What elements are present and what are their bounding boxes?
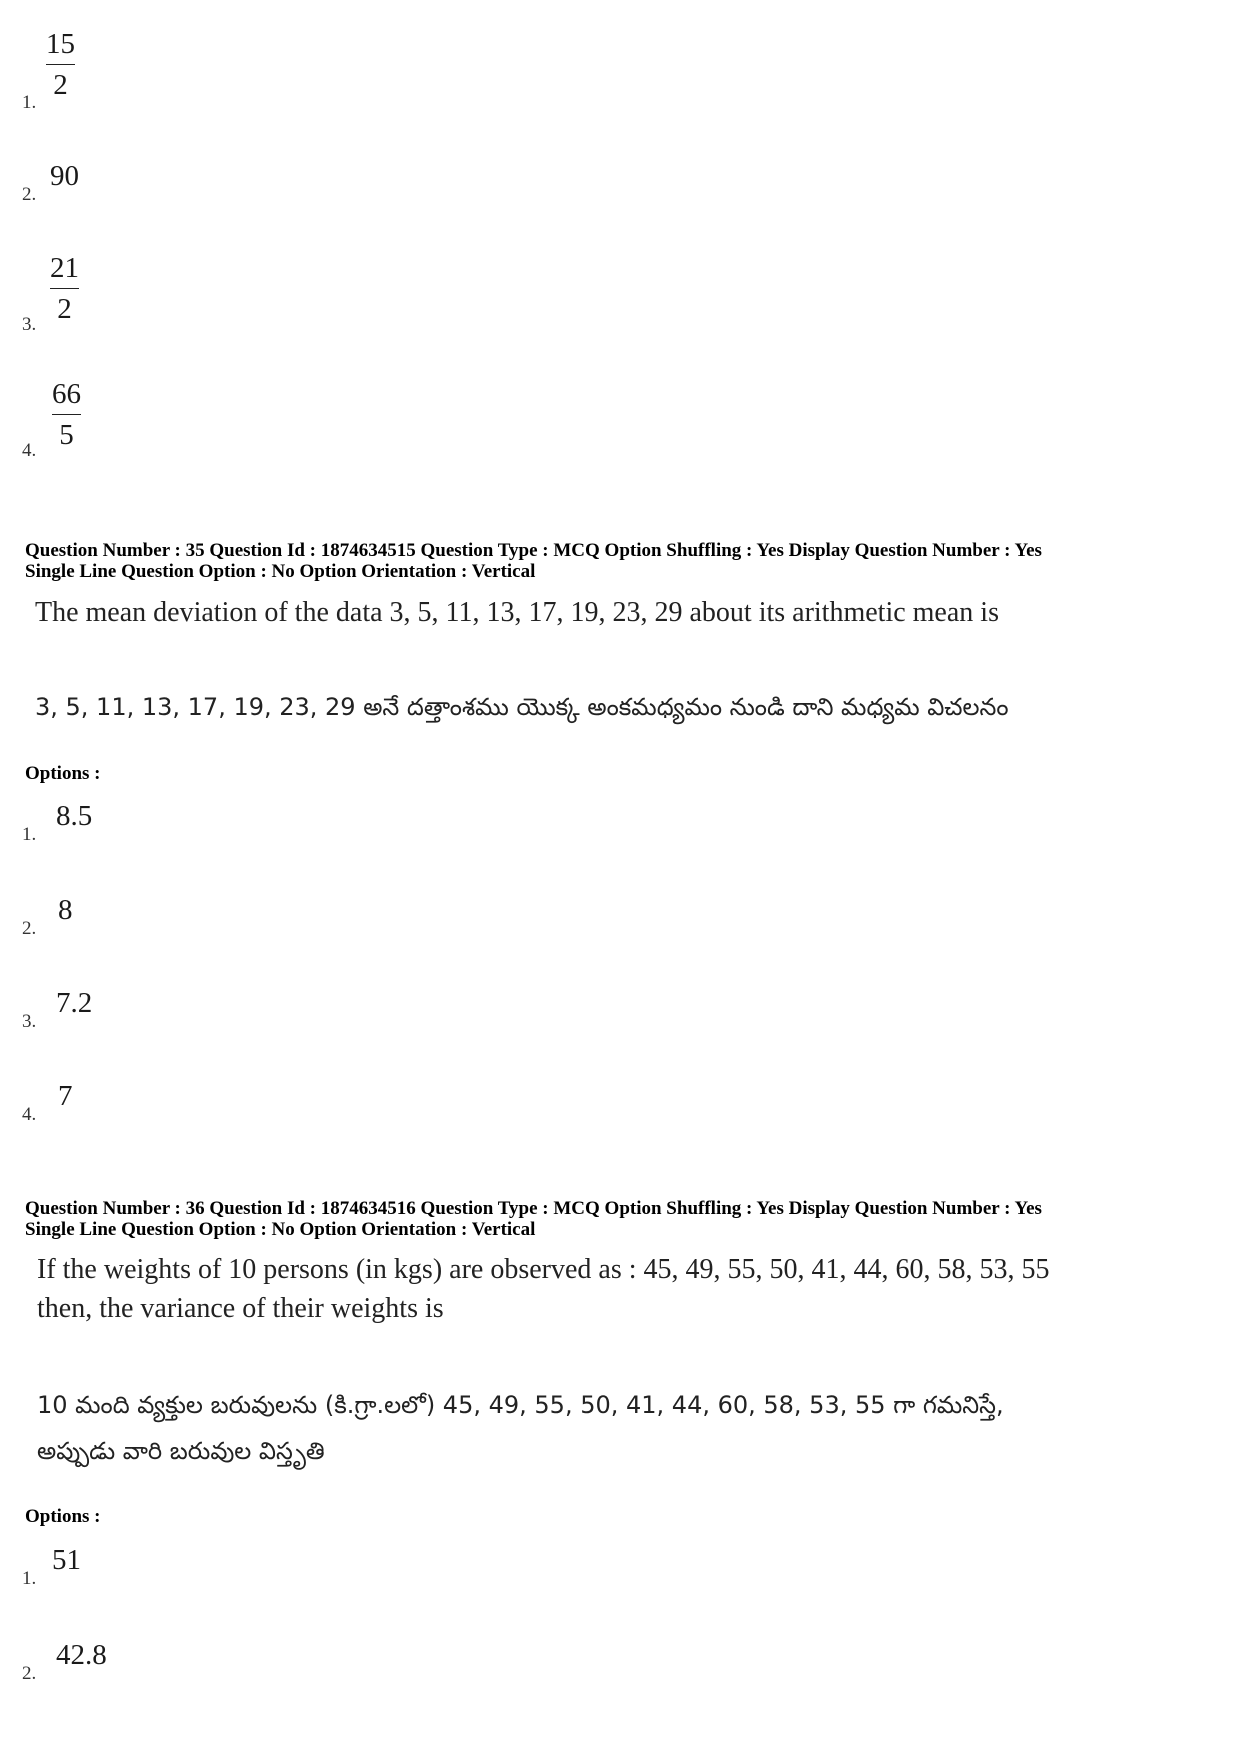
denominator: 5 xyxy=(59,419,74,452)
option-value: 51 xyxy=(52,1544,81,1576)
option-value: 8 xyxy=(58,894,73,926)
option-value: 42.8 xyxy=(56,1639,107,1671)
option-fraction xyxy=(52,378,81,453)
q36-question-text-te-line-2: అప్పుడు వారి బరువుల విస్తృతి xyxy=(37,1437,325,1465)
option-fraction xyxy=(46,28,75,103)
denominator: 2 xyxy=(53,69,68,102)
q36-question-text-en-line-1: If the weights of 10 persons (in kgs) are observed as : 45, 49, 55, 50, 41, 44, 60, 58, 53, 55 xyxy=(37,1254,1050,1285)
option-number: 4. xyxy=(22,1104,37,1125)
option-number: 2. xyxy=(22,918,37,939)
option-number: 3. xyxy=(22,314,37,335)
q35-meta-line-2: Single Line Question Option : No Option Orientation : Vertical xyxy=(25,561,536,582)
q36-meta-line-2: Single Line Question Option : No Option Orientation : Vertical xyxy=(25,1219,536,1240)
numerator: 21 xyxy=(50,252,79,284)
q36-meta-line-1: Question Number : 36 Question Id : 1874634516 Question Type : MCQ Option Shuffling : Yes Display Question Number : Yes xyxy=(25,1198,1042,1219)
fraction-bar xyxy=(46,64,75,65)
option-value: 7 xyxy=(58,1080,73,1112)
option-fraction xyxy=(50,252,79,327)
q36-question-text-en-line-2: then, the variance of their weights is xyxy=(37,1293,444,1324)
numerator: 15 xyxy=(46,28,75,60)
option-number: 1. xyxy=(22,824,37,845)
fraction-bar xyxy=(50,288,79,289)
option-number: 2. xyxy=(22,1663,37,1684)
q36-question-text-te-line-1: 10 మంది వ్యక్తుల బరువులను (కి.గ్రా.లలో) 45, 49, 55, 50, 41, 44, 60, 58, 53, 55 గా గమనిస్తే, xyxy=(37,1391,1004,1419)
q35-meta-line-1: Question Number : 35 Question Id : 1874634515 Question Type : MCQ Option Shuffling : Yes Display Question Number : Yes xyxy=(25,540,1042,561)
option-number: 1. xyxy=(22,1568,37,1589)
q35-options-label: Options : xyxy=(25,763,101,784)
numerator: 66 xyxy=(52,378,81,410)
option-value: 7.2 xyxy=(56,987,93,1019)
q36-options-label: Options : xyxy=(25,1506,101,1527)
denominator: 2 xyxy=(57,293,72,326)
option-value: 8.5 xyxy=(56,800,93,832)
q35-question-text-en: The mean deviation of the data 3, 5, 11, 13, 17, 19, 23, 29 about its arithmetic mean is xyxy=(35,597,999,628)
option-number: 2. xyxy=(22,184,37,205)
option-number: 3. xyxy=(22,1011,37,1032)
option-value: 90 xyxy=(50,160,79,192)
option-number: 1. xyxy=(22,92,37,113)
q35-question-text-te: 3, 5, 11, 13, 17, 19, 23, 29 అనే దత్తాంశము యొక్క అంకమధ్యమం నుండి దాని మధ్యమ విచలనం xyxy=(35,693,1009,721)
fraction-bar xyxy=(52,414,81,415)
option-number: 4. xyxy=(22,440,37,461)
